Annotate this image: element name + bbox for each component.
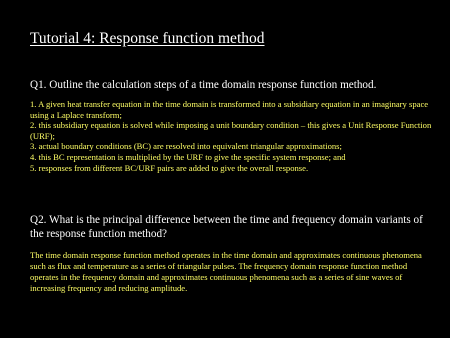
question-2-answer: The time domain response function method operates in the time domain and approximates continuous phenomena such as flux and temperature as a series of triangular pulses. The frequency domain response function method operates in the frequency domain and approximates continuous phenomena such as a series of sine waves of increasing frequency and reducing amplitude. — [30, 250, 422, 293]
question-2-heading: Q2. What is the principal difference between the time and frequency domain variants of the response function method? — [30, 214, 423, 240]
step-item: 2. this subsidiary equation is solved while imposing a unit boundary condition – this gives a Unit Response Function (URF); — [30, 120, 432, 141]
step-item: 1. A given heat transfer equation in the time domain is transformed into a subsidiary equation in an imaginary space using a Laplace transform; — [30, 99, 429, 120]
step-item: 5. responses from different BC/URF pairs are added to give the overall response. — [30, 162, 309, 173]
step-item: 3. actual boundary conditions (BC) are resolved into equivalent triangular approximations; — [30, 141, 342, 152]
question-1-steps — [30, 99, 438, 173]
slide-title: Tutorial 4: Response function method — [30, 30, 265, 47]
step-item: 4. this BC representation is multiplied by the URF to give the specific system response; and — [30, 151, 346, 162]
question-1-heading: Q1. Outline the calculation steps of a time domain response function method. — [30, 79, 377, 91]
